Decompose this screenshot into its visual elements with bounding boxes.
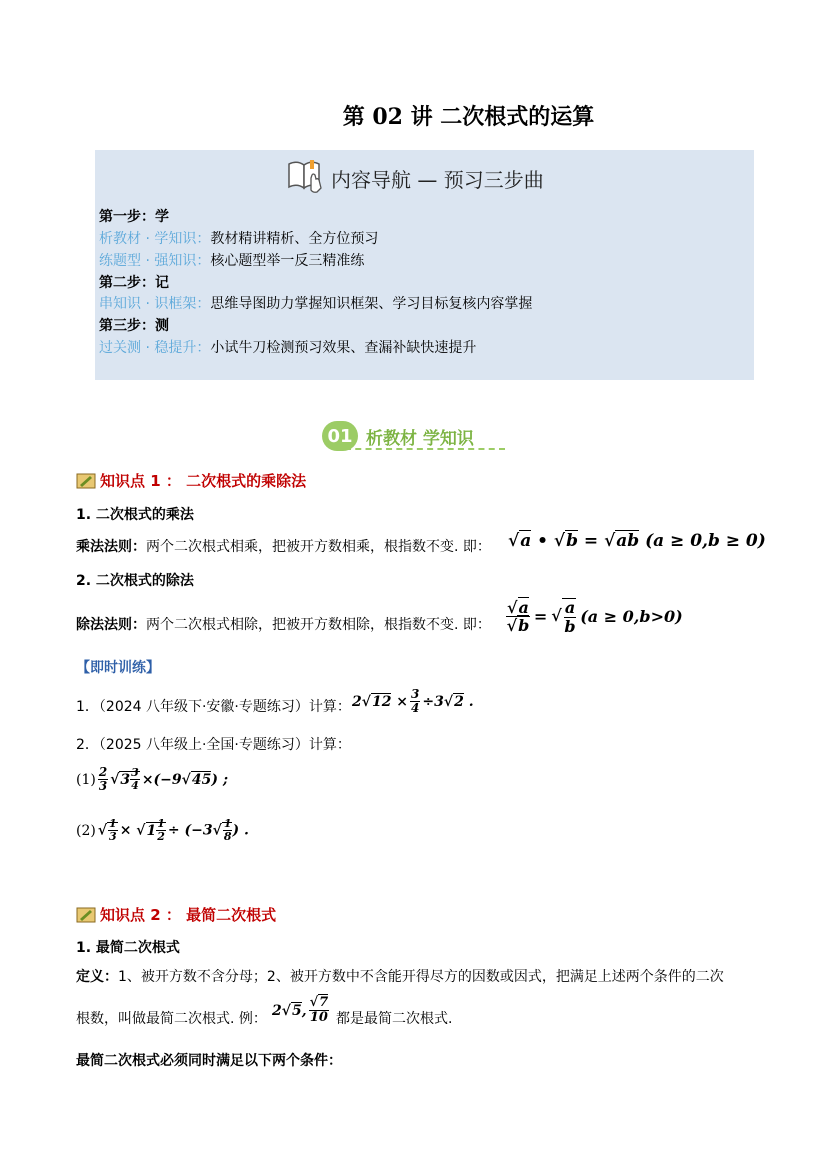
- nav-step-3: 第三步：测: [99, 318, 169, 334]
- definition-line-2: 根数，叫做最简二次根式. 例：: [76, 1011, 267, 1027]
- section-badge: 01: [322, 421, 358, 451]
- kp1-heading-div: 2. 二次根式的除法: [76, 573, 194, 589]
- mul-rule: 乘法法则：两个二次根式相乘，把被开方数相乘，根指数不变. 即：: [76, 539, 491, 555]
- question-1: 1．（2024 八年级下·安徽·专题练习）计算：: [76, 699, 351, 715]
- q1-expression: 2√12 × $\frac{3}{4}$ ÷3√2 .: [352, 687, 474, 716]
- conditions-heading: 最简二次根式必须同时满足以下两个条件：: [76, 1053, 342, 1069]
- notebook-icon: [76, 907, 96, 923]
- section-banner-text: 析教材 学知识: [366, 428, 474, 449]
- definition-tail: 都是最简二次根式.: [336, 1011, 453, 1027]
- nav-line-3: 串知识 · 识框架：思维导图助力掌握知识框架、学习目标复核内容掌握: [99, 296, 533, 312]
- kp2-heading: 1. 最简二次根式: [76, 940, 180, 956]
- nav-line-2: 练题型 · 强知识：核心题型举一反三精准练: [99, 253, 365, 269]
- definition-line-1: 定义：1、被开方数不含分母；2、被开方数中不含能开得尽方的因数或因式，把满足上述两个条件的二次: [76, 969, 724, 985]
- content-nav-box: [95, 150, 754, 380]
- banner-underline: [345, 448, 505, 450]
- nav-line-1: 析教材 · 学知识：教材精讲精析、全方位预习: [99, 231, 379, 247]
- nav-line-4: 过关测 · 稳提升：小试牛刀检测预习效果、查漏补缺快速提升: [99, 340, 477, 356]
- q2-part-1: (1) $\frac{2}{3}$ √3 $\frac{3}{4}$ ×(−9√45) ;: [76, 765, 228, 794]
- book-hand-icon: [285, 158, 325, 199]
- notebook-icon: [76, 473, 96, 489]
- nav-heading: 内容导航 — 预习三步曲: [285, 158, 544, 199]
- definition-example: 2√5, $\frac{√7}{10}$: [272, 995, 329, 1026]
- mul-formula: √a • √b = √ab (a ≥ 0,b ≥ 0): [508, 531, 766, 551]
- kp2-title: 知识点 2 ： 最简二次根式: [76, 904, 276, 925]
- nav-step-2: 第二步：记: [99, 275, 169, 291]
- nav-step-1: 第一步：学: [99, 209, 169, 225]
- question-2: 2．（2025 八年级上·全国·专题练习）计算：: [76, 737, 351, 753]
- div-rule: 除法法则：两个二次根式相除，把被开方数相除，根指数不变. 即：: [76, 617, 491, 633]
- kp1-title: 知识点 1 ： 二次根式的乘除法: [76, 470, 306, 491]
- practice-label: 【即时训练】: [76, 660, 160, 676]
- kp1-heading-mul: 1. 二次根式的乘法: [76, 507, 194, 523]
- q2-part-2: (2) √ $\frac{1}{3}$ × √1 $\frac{1}{2}$ ÷ (−3√ $\frac{1}{8}$ ) .: [76, 817, 249, 844]
- div-formula: $\frac{√a}{√b}$ = √ $\frac{a}{b}$ (a ≥ 0,b>0): [506, 597, 683, 636]
- page-title: 第 02 讲 二次根式的运算: [342, 104, 595, 130]
